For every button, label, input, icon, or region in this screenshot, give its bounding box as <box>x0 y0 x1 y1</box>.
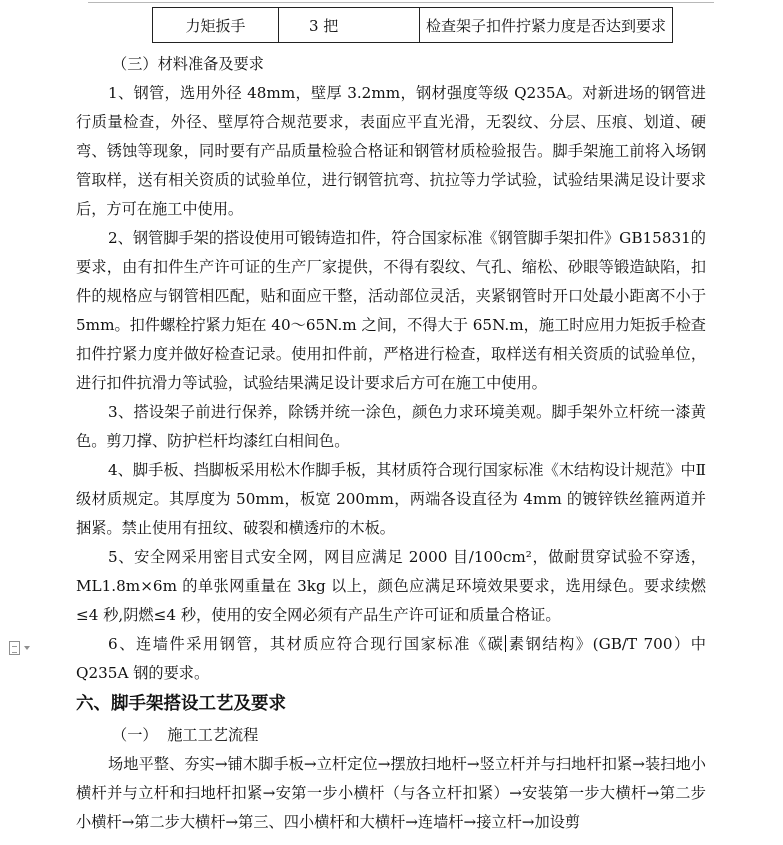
caret-down-icon <box>24 646 30 650</box>
paragraph-safety-net: 5、安全网采用密目式安全网，网目应满足 2000 目/100cm²，做耐贯穿试验不穿透，ML1.8m×6m 的单张网重量在 3kg 以上，颜色应满足环境效果要求，选用绿色。要求续燃≤4 秒,阴燃≤4 秒，使用的安全网必须有产品生产许可证和质量合格证。 <box>76 548 706 624</box>
paragraph-options-icon[interactable] <box>9 641 35 655</box>
paragraph-painting: 3、搭设架子前进行保养，除锈并统一涂色，颜色力求环境美观。脚手架外立杆统一漆黄色。剪刀撑、防护栏杆均漆红白相间色。 <box>76 403 706 450</box>
wall-ties-text-end: 素钢结构》(GB/T 700）中 Q235A 钢的要求。 <box>76 635 706 682</box>
paragraph-scaffold-boards: 4、脚手板、挡脚板采用松木作脚手板，其材质符合现行国家标准《木结构设计规范》中Ⅱ级材质规定。其厚度为 50mm，板宽 200mm，两端各设直径为 4mm 的镀锌铁丝箍两道并捆紧。禁止使用有扭纹、破裂和横透疖的木板。 <box>76 461 706 537</box>
table-cell-qty: 3 把 <box>279 8 420 43</box>
subsection-title: 施工工艺流程 <box>167 726 259 744</box>
table-row <box>153 8 673 43</box>
table-cell-purpose: 检查架子扣件拧紧力度是否达到要求 <box>420 8 673 43</box>
subsection-heading-process <box>76 721 706 750</box>
page-top-rule <box>88 2 714 3</box>
section-heading-erection: 六、脚手架搭设工艺及要求 <box>76 694 286 714</box>
subsection-number: （一） <box>112 726 158 744</box>
tools-table <box>152 7 673 43</box>
paragraph-steel-pipe: 1、钢管，选用外径 48mm，壁厚 3.2mm，钢材强度等级 Q235A。对新进场的钢管进行质量检查，外径、壁厚符合规范要求，表面应平直光滑，无裂纹、分层、压痕、划道、硬弯、锈蚀等现象，同时要有产品质量检验合格证和钢管材质检验报告。脚手架施工前将入场钢管取样，送有相关资质的试验单位，进行钢管抗弯、抗拉等力学试验，试验结果满足设计要求后，方可在施工中使用。 <box>76 84 706 218</box>
wall-ties-text-start: 6、连墙件采用钢管，其材质应符合现行国家标准《碳 <box>108 635 505 653</box>
document-icon <box>9 641 20 655</box>
section-heading-materials: （三）材料准备及要求 <box>112 55 264 73</box>
table-cell-tool: 力矩扳手 <box>153 8 279 43</box>
paragraph-fasteners: 2、钢管脚手架的搭设使用可锻铸造扣件，符合国家标准《钢管脚手架扣件》GB15831的要求，由有扣件生产许可证的生产厂家提供，不得有裂纹、气孔、缩松、砂眼等锻造缺陷，扣件的规格应与钢管相匹配，贴和面应干整，活动部位灵活，夹紧钢管时开口处最小距离不小于 5mm。扣件螺栓拧紧力矩在 40～65N.m 之间，不得大于 65N.m，施工时应用力矩扳手检查扣件拧紧力度并做好检查记录。使用扣件前，严格进行检查，取样送有相关资质的试验单位，进行扣件抗滑力等试验，试验结果满足设计要求后方可在施工中使用。 <box>76 229 706 392</box>
paragraph-process-flow: 场地平整、夯实→铺木脚手板→立杆定位→摆放扫地杆→竖立杆并与扫地杆扣紧→装扫地小横杆并与立杆和扫地杆扣紧→安第一步小横杆（与各立杆扣紧）→安装第一步大横杆→第二步小横杆→第二步大横杆→第三、四小横杆和大横杆→连墙杆→接立杆→加设剪 <box>76 755 706 831</box>
paragraph-wall-ties <box>76 630 706 688</box>
document-body[interactable] <box>76 50 706 837</box>
